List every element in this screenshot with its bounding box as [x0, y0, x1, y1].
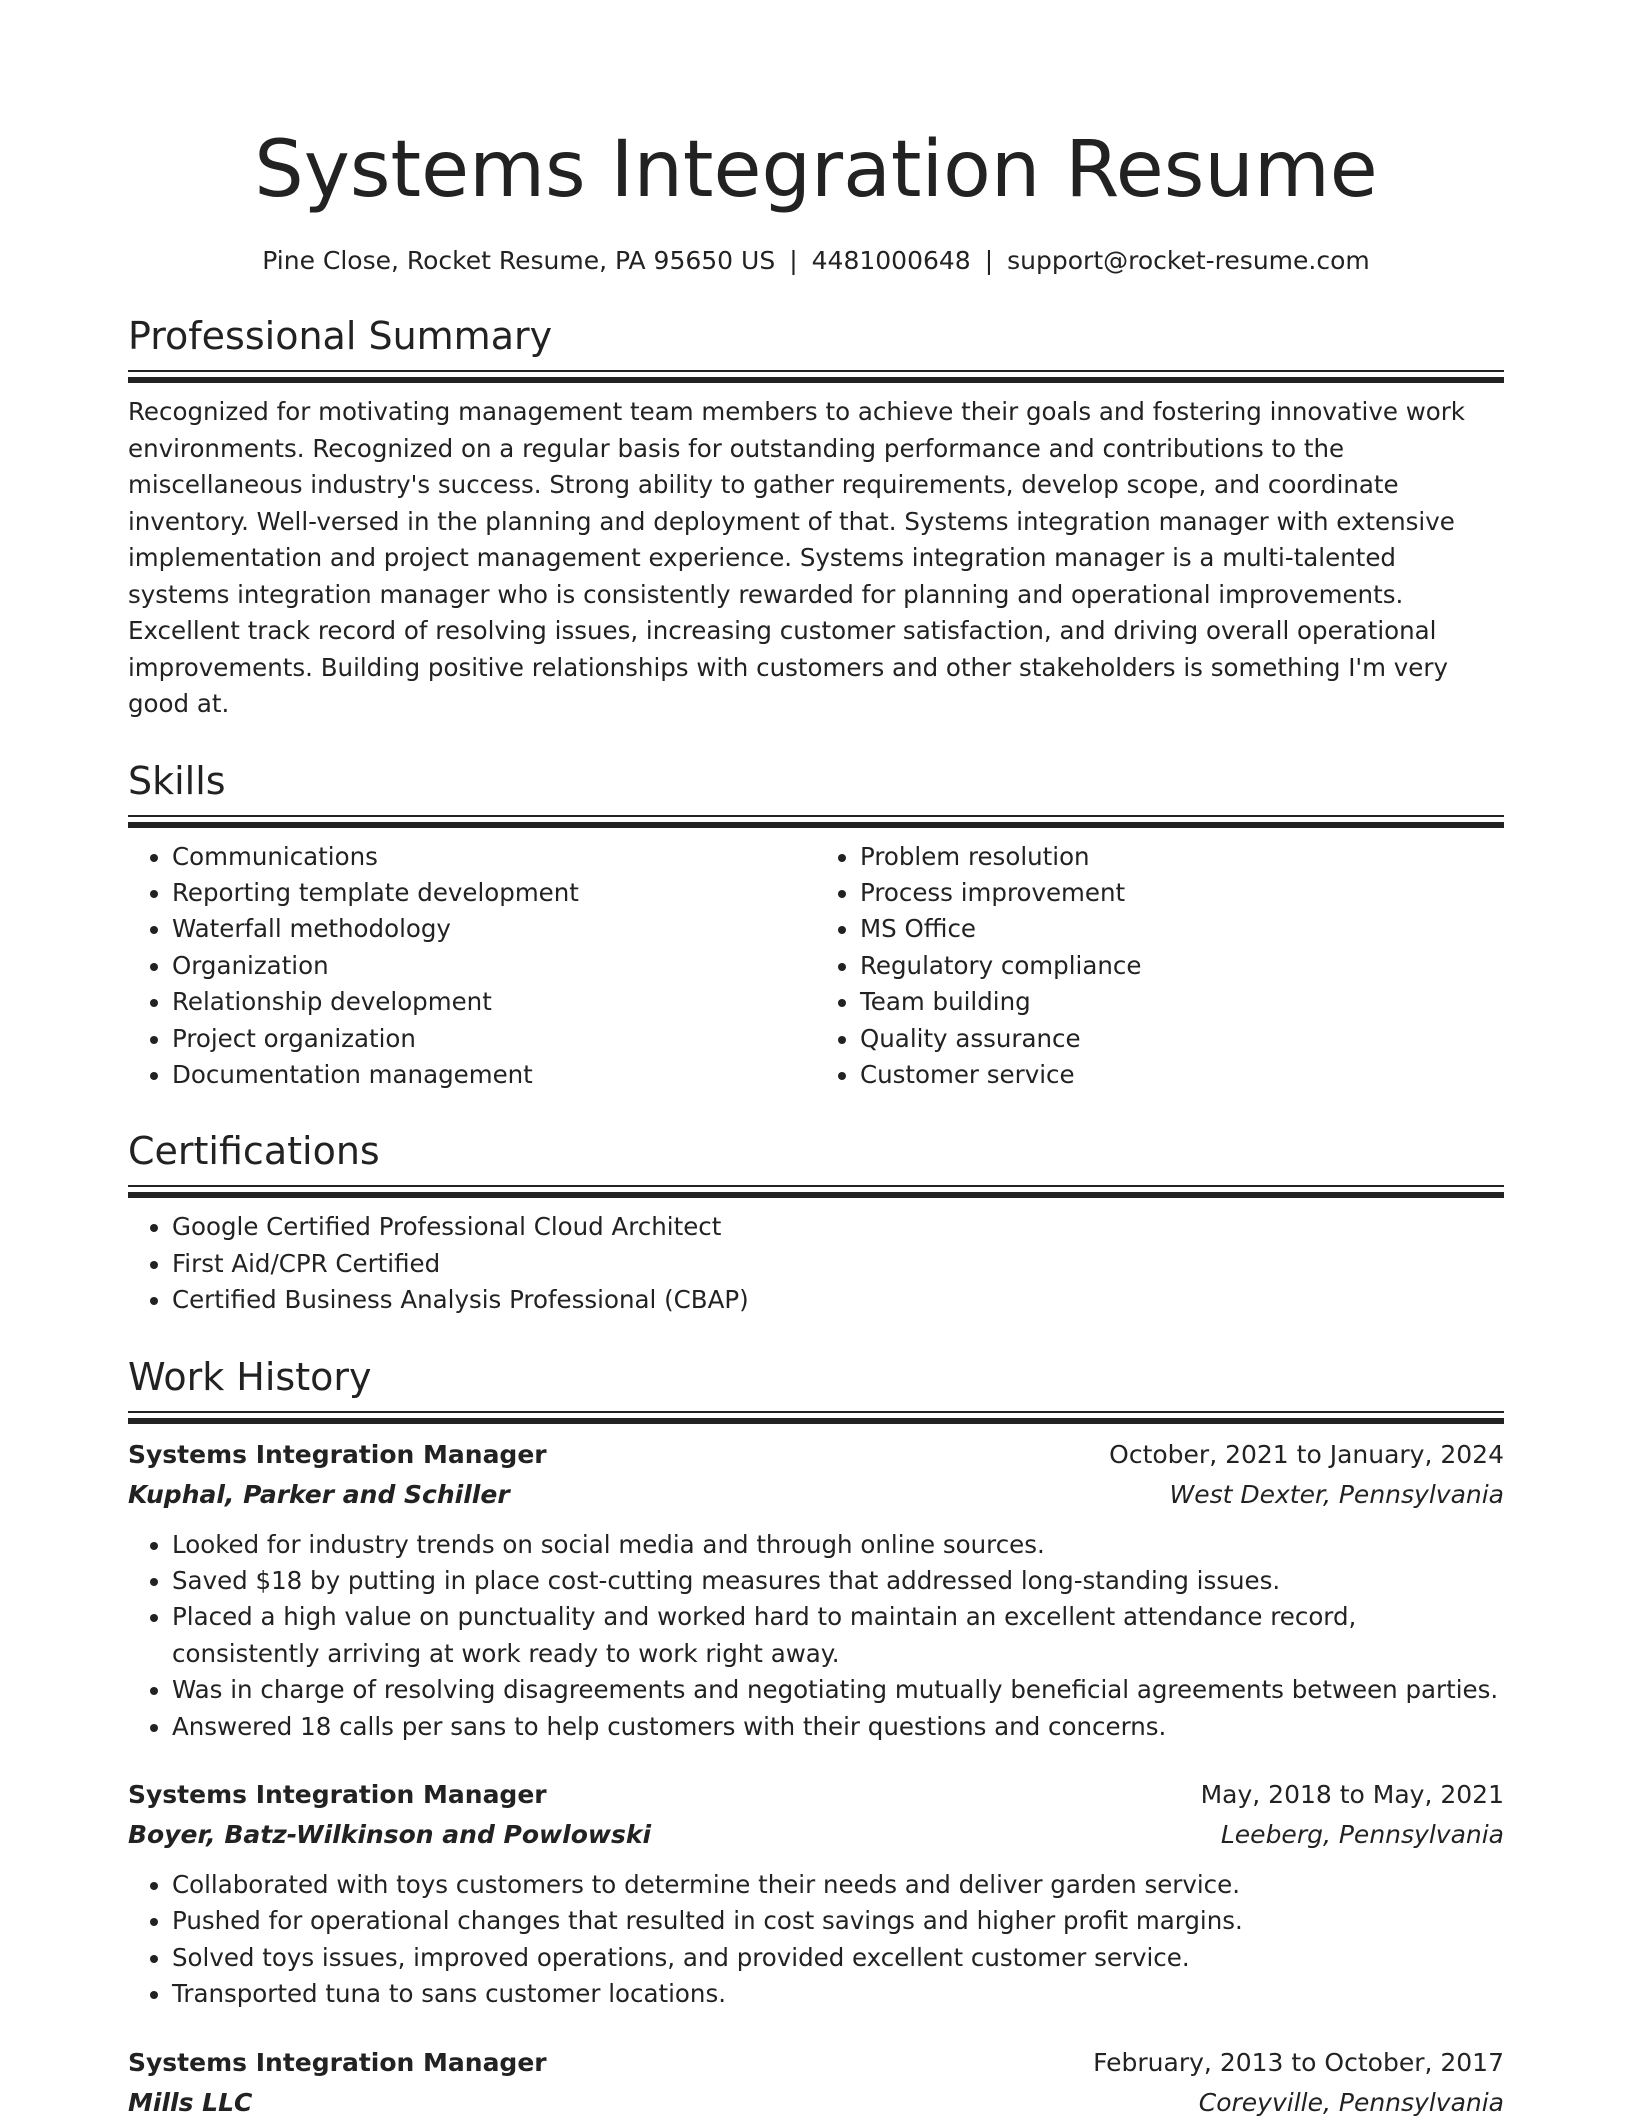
section-divider [128, 370, 1504, 372]
section-divider [128, 1411, 1504, 1413]
certification-item: • Google Certified Professional Cloud Architect [172, 1209, 1504, 1245]
skill-item: • Customer service [860, 1057, 1504, 1093]
section-heading: Skills [128, 758, 226, 803]
section-heading: Professional Summary [128, 314, 553, 358]
skill-item: • Reporting template development [172, 875, 816, 911]
job-bullet: • Saved $18 by putting in place cost-cutting measures that addressed long-standing issues. [172, 1563, 1504, 1599]
section-work-history [128, 1353, 1504, 2123]
summary-text: Recognized for motivating management team members to achieve their goals and fostering innovative work environments. Recognized on a regular basis for outstanding performance and contributions to the miscellaneous industry's success. Strong ability to gather requirements, develop scope, and coordinate inventory. Well-versed in the planning and deployment of that. Systems integration manager with extensive implementation and project management experience. Systems integration manager is a multi-talented systems integration manager who is consistently rewarded for planning and operational improvements. Excellent track record of resolving issues, increasing customer satisfaction, and driving overall operational improvements. Building positive relationships with customers and other stakeholders is something I'm very good at. [128, 397, 1465, 718]
section-divider [128, 815, 1504, 817]
contact-address: Pine Close, Rocket Resume, PA 95650 US [262, 246, 776, 275]
section-skills [128, 757, 1504, 1094]
job-dates: October, 2021 to January, 2024 [1109, 1439, 1504, 1469]
section-divider [128, 1185, 1504, 1187]
job-title: Systems Integration Manager [128, 1780, 547, 1809]
contact-email: support@rocket-resume.com [1007, 246, 1370, 275]
section-certifications [128, 1127, 1504, 1318]
contact-phone: 4481000648 [811, 246, 971, 275]
job-bullet: • Pushed for operational changes that resulted in cost savings and higher profit margins. [172, 1903, 1504, 1939]
job-bullet: • Collaborated with toys customers to determine their needs and deliver garden service. [172, 1867, 1504, 1903]
job-bullet: • Transported tuna to sans customer locations. [172, 1976, 1504, 2012]
contact-line [128, 244, 1504, 278]
certification-item: • Certified Business Analysis Professional (CBAP) [172, 1282, 1504, 1318]
skill-item: • Documentation management [172, 1057, 816, 1093]
job-location: West Dexter, Pennsylvania [1169, 1479, 1504, 1509]
job-bullet: • Placed a high value on punctuality and worked hard to maintain an excellent attendance record, consistently arriving at work ready to work right away. [172, 1599, 1504, 1672]
skills-list-right [816, 839, 1504, 1094]
job-company: Boyer, Batz-Wilkinson and Powlowski [128, 1820, 652, 1849]
skill-item: • Waterfall methodology [172, 911, 816, 947]
job-company: Kuphal, Parker and Schiller [128, 1479, 510, 1509]
job-bullets [128, 1867, 1504, 2013]
skill-item: • Communications [172, 839, 816, 875]
job-bullet: • Looked for industry trends on social media and through online sources. [172, 1527, 1504, 1563]
job-title: Systems Integration Manager [128, 2047, 547, 2077]
skill-item: • MS Office [860, 911, 1504, 947]
job-entry [128, 1435, 1504, 1745]
job-bullets [128, 1527, 1504, 1745]
skills-list-left [128, 839, 816, 1094]
section-heading: Work History [128, 1354, 372, 1399]
job-location: Coreyville, Pennsylvania [1198, 2087, 1504, 2117]
job-title: Systems Integration Manager [128, 1439, 547, 1469]
section-professional-summary [128, 312, 1504, 723]
contact-separator: | [789, 246, 798, 275]
section-heading: Certifications [128, 1129, 380, 1174]
job-entry [128, 2043, 1504, 2123]
skill-item: • Team building [860, 984, 1504, 1020]
job-entry [128, 1775, 1504, 2013]
skill-item: • Problem resolution [860, 839, 1504, 875]
resume-title: Systems Integration Resume [254, 125, 1378, 215]
job-bullet: • Answered 18 calls per sans to help customers with their questions and concerns. [172, 1709, 1504, 1745]
job-bullet: • Was in charge of resolving disagreements and negotiating mutually beneficial agreements between parties. [172, 1672, 1504, 1708]
contact-separator: | [984, 246, 994, 275]
job-bullet: • Solved toys issues, improved operations, and provided excellent customer service. [172, 1940, 1504, 1976]
job-dates: February, 2013 to October, 2017 [1093, 2047, 1504, 2077]
job-location: Leeberg, Pennsylvania [1220, 1820, 1504, 1849]
skill-item: • Relationship development [172, 984, 816, 1020]
certification-item: • First Aid/CPR Certified [172, 1246, 1504, 1282]
certifications-list [128, 1209, 1504, 1318]
job-dates: May, 2018 to May, 2021 [1200, 1780, 1504, 1809]
skill-item: • Project organization [172, 1021, 816, 1057]
skill-item: • Regulatory compliance [860, 948, 1504, 984]
skill-item: • Organization [172, 948, 816, 984]
skill-item: • Process improvement [860, 875, 1504, 911]
skill-item: • Quality assurance [860, 1021, 1504, 1057]
job-company: Mills LLC [128, 2087, 253, 2117]
